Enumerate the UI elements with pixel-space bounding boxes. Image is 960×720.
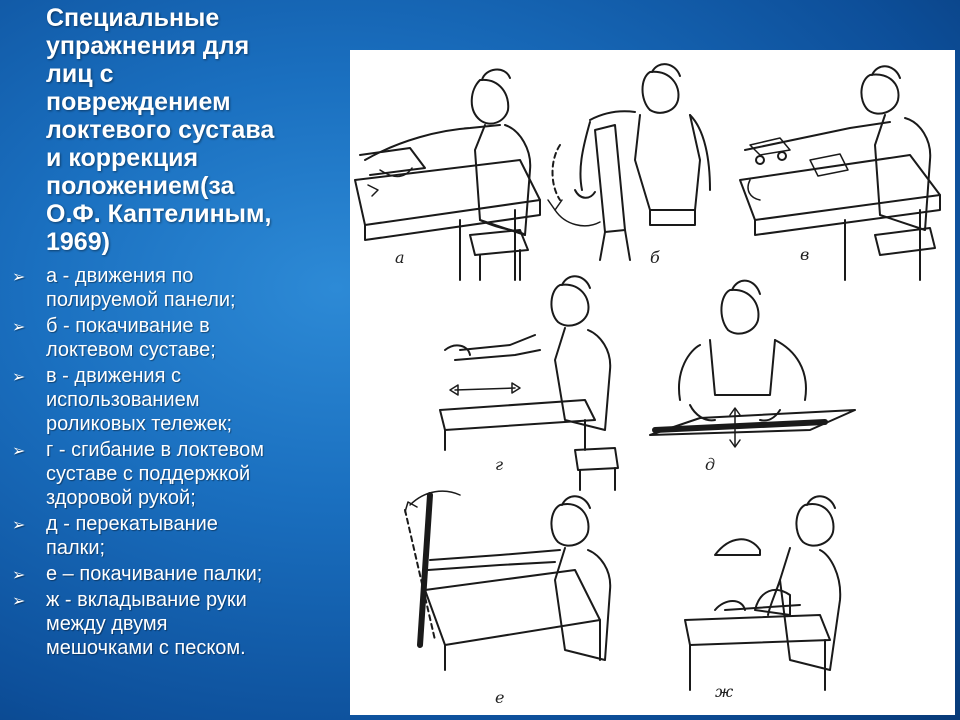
panel-g-drawing xyxy=(440,276,618,490)
title-line: положением(за xyxy=(46,172,235,200)
caption-b: б xyxy=(650,248,660,267)
list-item xyxy=(8,264,348,312)
list-item xyxy=(8,588,348,660)
list-item xyxy=(8,364,348,436)
item-line: полируемой панели; xyxy=(46,289,236,311)
caption-v: в xyxy=(800,245,810,264)
arrow-bullet-icon: ➢ xyxy=(12,443,26,460)
title-line: Специальные xyxy=(46,4,220,32)
caption-g: г xyxy=(495,455,504,474)
panel-a-drawing xyxy=(355,70,540,280)
item-line: роликовых тележек; xyxy=(46,413,233,435)
exercise-drawings xyxy=(350,50,955,715)
caption-a: а xyxy=(395,248,405,267)
item-line: а - движения по xyxy=(46,265,194,287)
title-line: лиц с xyxy=(46,60,114,88)
caption-zh: ж xyxy=(715,682,734,701)
panel-b-drawing xyxy=(548,64,710,260)
item-line: е – покачивание палки; xyxy=(46,563,263,585)
arrow-bullet-icon: ➢ xyxy=(12,269,26,286)
item-line: между двумя xyxy=(46,613,168,635)
title-line: 1969) xyxy=(46,228,110,256)
item-line: мешочками с песком. xyxy=(46,637,246,659)
exercise-illustration xyxy=(350,50,955,715)
list-item xyxy=(8,314,348,362)
panel-zh-drawing xyxy=(685,496,840,690)
title-line: локтевого сустава xyxy=(46,116,275,144)
title-line: повреждением xyxy=(46,88,231,116)
panel-d-drawing xyxy=(650,281,855,447)
item-line: ж - вкладывание руки xyxy=(46,589,247,611)
panel-e-drawing xyxy=(405,491,610,670)
panel-v-drawing xyxy=(740,66,940,280)
title-line: и коррекция xyxy=(46,144,199,172)
arrow-bullet-icon: ➢ xyxy=(12,319,26,336)
item-line: локтевом суставе; xyxy=(46,339,216,361)
item-line: здоровой рукой; xyxy=(46,487,196,509)
item-line: в - движения с xyxy=(46,365,181,387)
slide-title xyxy=(46,4,336,256)
arrow-bullet-icon: ➢ xyxy=(12,369,26,386)
item-line: суставе с поддержкой xyxy=(46,463,251,485)
item-line: д - перекатывание xyxy=(46,513,218,535)
caption-e: е xyxy=(495,688,505,707)
item-line: б - покачивание в xyxy=(46,315,210,337)
item-line: использованием xyxy=(46,389,200,411)
arrow-bullet-icon: ➢ xyxy=(12,567,26,584)
arrow-bullet-icon: ➢ xyxy=(12,593,26,610)
item-line: палки; xyxy=(46,537,106,559)
arrow-bullet-icon: ➢ xyxy=(12,517,26,534)
title-line: упражнения для xyxy=(46,32,250,60)
item-line: г - сгибание в локтевом xyxy=(46,439,265,461)
caption-d: д xyxy=(705,455,716,474)
title-line: О.Ф. Каптелиным, xyxy=(46,200,272,228)
list-item xyxy=(8,438,348,510)
list-item xyxy=(8,562,348,586)
list-item xyxy=(8,512,348,560)
exercise-list xyxy=(8,264,348,662)
